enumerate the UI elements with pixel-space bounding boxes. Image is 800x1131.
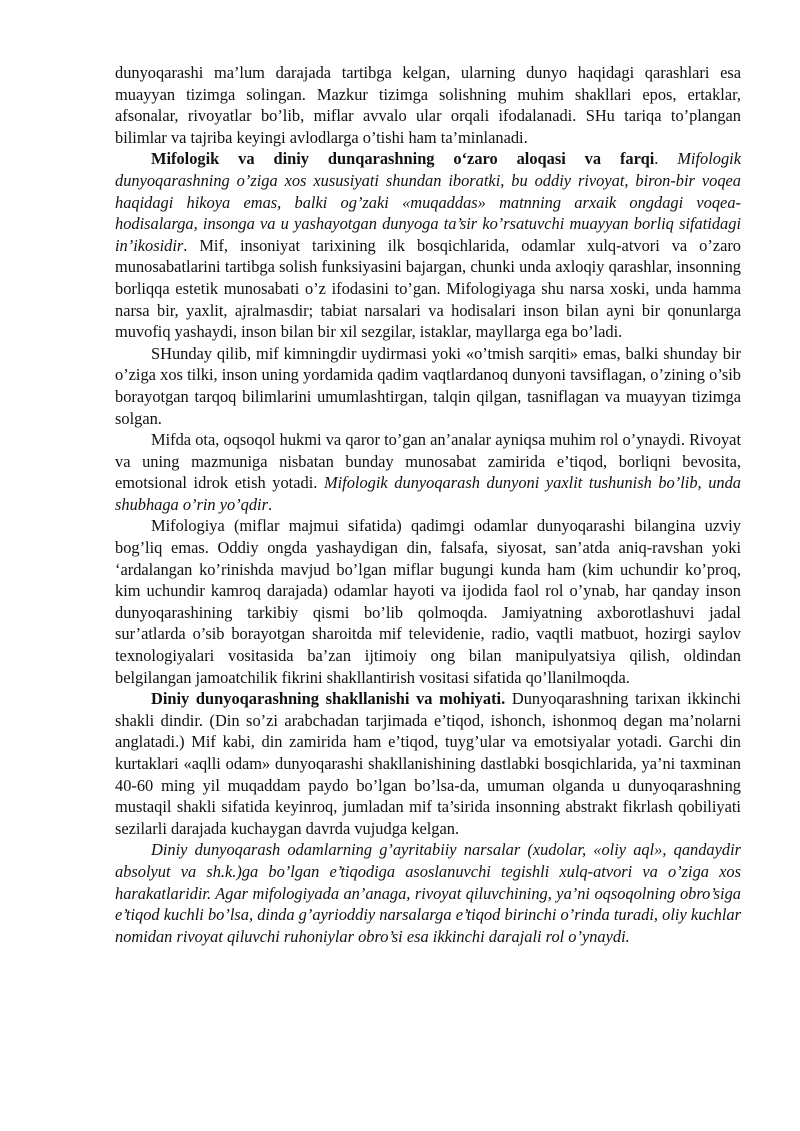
paragraph-5 <box>115 515 741 688</box>
paragraph-4-text: Mifda ota, oqsoqol hukmi va qaror to’gan an’analar ayniqsa muhim rol o’ynaydi. Rivoyat va uning mazmuniga nisbatan bunday munosabat zamirida e’tiqod, borliqni bevosita, emotsional idrok etish yotadi. <box>115 430 741 493</box>
paragraph-4-italic: Mifologik dunyoqarash dunyoni yaxlit tushunish bo’lib, unda shubhaga o’rin yo’qdir <box>115 473 742 514</box>
document-page <box>115 62 741 947</box>
paragraph-3 <box>115 343 741 429</box>
paragraph-2-text: . Mif, insoniyat tarixining ilk bosqichlarida, odamlar xulq-atvori va o’zaro munosabatlarini tartibga solish funksiyasini bajargan, chunki unda axloqiy qarashlar, insonning borliqqa estetik munosabati o’z ifodasini to’gan. Mifologiyaga shu narsa xoski, unda hamma narsa bir, yaxlit, ajralmasdir; tabiat narsalari va hodisalari inson bilan ayni bir qonunlarga muvofiq yashaydi, inson bilan bir xil sezgilar, istaklar, mayllarga ega bo’ladi. <box>115 235 741 342</box>
paragraph-7-italic: Diniy dunyoqarash odamlarning g’ayritabiiy narsalar (xudolar, «oliy aql», qandaydir absolyut va sh.k.)ga bo’lgan e’tiqodiga asoslanuvchi tegishli xulq-atvori va o’ziga xos harakatlaridir. Agar mifologiyada an’anaga, rivoyat qiluvchining, ya’ni oqsoqolning obro’siga e’tiqod kuchli bo’lsa, dinda g’ayrioddiy narsalarga e’tiqod birinchi o’rinda turadi, oliy kuchlar nomidan rivoyat qiluvchi ruhoniylar obro’si esa ikkinchi darajali rol o’ynaydi. <box>115 840 741 946</box>
paragraph-1-text: dunyoqarashi ma’lum darajada tartibga kelgan, ularning dunyo haqidagi qarashlari esa muayyan tizimga solingan. Mazkur tizimga solishning muhim shakllari epos, ertaklar, afsonalar, rivoyatlar bo’lib, miflar avvalo ular orqali ifodalanadi. SHu tariqa to’plangan bilimlar va tajriba keyingi avlodlarga o’tishi ham ta’minlanadi. <box>115 63 741 147</box>
paragraph-2-italic: Mifologik dunyoqarashning o’ziga xos xususiyati shundan iboratki, bu oddiy rivoyat, biron-bir voqea haqidagi hikoya emas, balki og’zaki «muqaddas» matnning arxaik ongdagi voqea-hodisalarga, insonga va u yashayotgan dunyoga ta’sir ko’rsatuvchi muayyan borliq sifatidagi in’ikosidir <box>115 149 741 255</box>
paragraph-4-text-end: . <box>267 494 273 514</box>
paragraph-5-text: Mifologiya (miflar majmui sifatida) qadimgi odamlar dunyoqarashi bilangina uzviy bog’liq emas. Oddiy ongda yashaydigan din, falsafa, siyosat, san’atda aniq-ravshan yoki ‘ardalangan ko’rinishda mavjud bo’lgan miflar bugungi kunda ham (kim uchundir ko’proq, kim uchundir kamroq darajada) odamlar hayoti va ijodida faol rol o’ynab, har qanday inson dunyoqarashining tarkibiy qismi bo’lib qolmoqda. Jamiyatning axborotlashuvi jadal sur’atlarda o’sib borayotgan sharoitda mif televidenie, radio, vaqtli matbuot, hozirgi saylov texnologiyalari vositasida ba’zan ijtimoiy ong bilan manipulyatsiya qilish, oldindan belgilangan jamoatchilik fikrini shakllantirish vositasi sifatida qo’llanilmoqda. <box>115 516 741 687</box>
paragraph-7 <box>115 839 741 947</box>
paragraph-1 <box>115 62 741 148</box>
paragraph-3-text: SHunday qilib, mif kimningdir uydirmasi yoki «o’tmish sarqiti» emas, balki shunday bir o’ziga xos tilki, inson uning yordamida qadim vaqtlardanoq dunyoni tavsiflagan, o’zining o’sib borayotgan tarqoq bilimlarini umumlashtirgan, talqin qilgan, tasniflagan va muayyan tizimga solgan. <box>115 343 741 428</box>
section-heading-mythological-religious: Mifologik va diniy dunqarashning o‘zaro aloqasi va farqi <box>151 149 655 169</box>
paragraph-6-text: Dunyoqarashning tarixan ikkinchi shakli dindir. (Din so’zi arabchadan tarjimada e’tiqod, ishonch, ishonmoq degan ma’nolarni anglatadi.) Mif kabi, din zamirida ham e’tiqod, tuyg’ular va emotsiyalar yotadi. Garchi din kurtaklari «aqlli odam» dunyoqarashi shakllanishining dastlabki bosqichlarida, ya’ni taxminan 40-60 ming yil muqaddam paydo bo’lgan bo’lsa-da, umuman olganda u dunyoqarashning mustaqil shakli sifatida keyinroq, jumladan mif ta’sirida insonning abstrakt fikrlash qobiliyati sezilarli darajada kuchaygan davrda vujudga kelgan. <box>115 689 741 838</box>
paragraph-6 <box>115 688 741 839</box>
section-heading-religious-worldview: Diniy dunyoqarashning shakllanishi va mohiyati. <box>151 689 506 709</box>
paragraph-4 <box>115 429 741 515</box>
paragraph-2 <box>115 148 741 342</box>
paragraph-2-heading-end: . <box>654 149 678 169</box>
